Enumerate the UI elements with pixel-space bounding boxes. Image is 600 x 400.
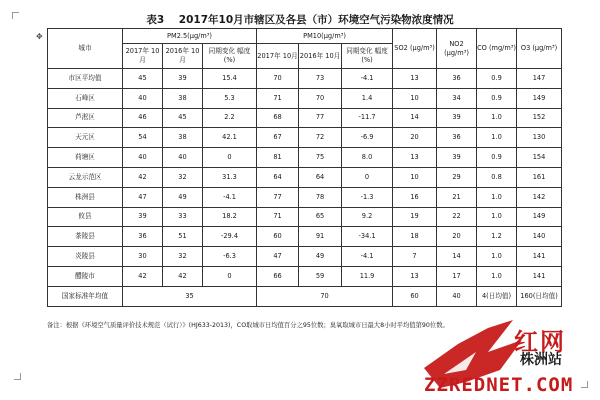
cell-pm10-2017: 47: [257, 247, 299, 267]
table-title: 表3 2017年10月市辖区及各县（市）环境空气污染物浓度情况: [146, 14, 454, 26]
cell-pm10-2016: 49: [299, 247, 342, 267]
cell-city: 炎陵县: [48, 247, 123, 267]
cell-city: 芦淞区: [48, 108, 123, 128]
table-row: [48, 148, 562, 168]
cell-city: 株洲县: [48, 187, 123, 207]
cell-pm10-2017: 60: [257, 227, 299, 247]
table-body: [48, 69, 562, 307]
cell-pm10-2016: 64: [299, 167, 342, 187]
cell-o3: 130: [517, 128, 562, 148]
cell-so2: 13: [393, 148, 437, 168]
standard-o3: 160(日均值): [517, 286, 562, 306]
cell-o3: 152: [517, 108, 562, 128]
table-row: [48, 247, 562, 267]
cell-o3: 147: [517, 69, 562, 89]
table-note: 备注：根据《环境空气质量评价技术规范（试行）》(HJ633-2013)，CO取城市日均值百分之95位数；臭氧取城市日最大8小时平均值第90位数。: [47, 322, 449, 329]
cell-pm10-change: 9.2: [342, 207, 393, 227]
cell-pm25-change: 18.2: [203, 207, 257, 227]
air-quality-table: [47, 28, 562, 307]
table-row: [48, 187, 562, 207]
cell-co: 1.0: [477, 187, 517, 207]
cell-pm25-2017: 47: [123, 187, 163, 207]
cell-no2: 39: [437, 148, 477, 168]
cell-pm25-2016: 38: [163, 128, 203, 148]
watermark-domain: ZZREDNET.COM: [424, 374, 574, 396]
cell-pm25-2017: 39: [123, 207, 163, 227]
cell-pm25-2016: 42: [163, 266, 203, 286]
cell-pm25-change: 2.2: [203, 108, 257, 128]
cell-no2: 36: [437, 128, 477, 148]
cell-pm25-2016: 38: [163, 88, 203, 108]
header-pm25-2016: 2016年 10月: [163, 44, 203, 69]
cell-co: 1.0: [477, 108, 517, 128]
cell-so2: 18: [393, 227, 437, 247]
cell-o3: 161: [517, 167, 562, 187]
cell-co: 0.9: [477, 88, 517, 108]
cell-pm25-change: 15.4: [203, 69, 257, 89]
cell-city: 云龙示范区: [48, 167, 123, 187]
cell-pm10-change: -6.9: [342, 128, 393, 148]
header-pm25-2017: 2017年 10月: [123, 44, 163, 69]
cell-o3: 142: [517, 187, 562, 207]
cell-pm25-2017: 42: [123, 167, 163, 187]
cell-pm10-2017: 77: [257, 187, 299, 207]
cell-pm10-2016: 91: [299, 227, 342, 247]
cell-pm25-2017: 30: [123, 247, 163, 267]
cell-city: 石峰区: [48, 88, 123, 108]
standard-pm25: 35: [123, 286, 257, 306]
cell-city: 市区平均值: [48, 69, 123, 89]
cell-pm25-2017: 45: [123, 69, 163, 89]
cell-pm25-2016: 32: [163, 247, 203, 267]
cell-pm10-change: 11.9: [342, 266, 393, 286]
header-pm10: PM10(μg/m³): [257, 29, 393, 44]
table-row: [48, 69, 562, 89]
header-no2: NO2 (μg/m³): [437, 29, 477, 69]
cell-pm10-2016: 65: [299, 207, 342, 227]
cell-so2: 7: [393, 247, 437, 267]
cell-city: 荷塘区: [48, 148, 123, 168]
cell-so2: 19: [393, 207, 437, 227]
cell-city: 天元区: [48, 128, 123, 148]
cell-so2: 16: [393, 187, 437, 207]
header-pm10-change: 同期变化 幅度(%): [342, 44, 393, 69]
cell-pm10-2016: 73: [299, 69, 342, 89]
table-row: [48, 207, 562, 227]
cell-pm25-2017: 46: [123, 108, 163, 128]
standard-label: 国家标准年均值: [48, 286, 123, 306]
cell-pm25-2016: 32: [163, 167, 203, 187]
cell-co: 0.9: [477, 69, 517, 89]
cell-pm25-change: 31.3: [203, 167, 257, 187]
table-row: [48, 167, 562, 187]
cell-so2: 13: [393, 266, 437, 286]
watermark-site: 株洲站: [520, 352, 562, 368]
cell-pm10-2016: 70: [299, 88, 342, 108]
cell-no2: 21: [437, 187, 477, 207]
cell-pm10-change: -4.1: [342, 247, 393, 267]
cell-pm10-2017: 71: [257, 207, 299, 227]
table-row: [48, 266, 562, 286]
standard-co: 4(日均值): [477, 286, 517, 306]
cell-no2: 39: [437, 108, 477, 128]
cell-o3: 149: [517, 88, 562, 108]
cell-pm10-2016: 59: [299, 266, 342, 286]
cell-pm25-2017: 42: [123, 266, 163, 286]
cell-pm25-2017: 40: [123, 148, 163, 168]
cell-pm25-change: 42.1: [203, 128, 257, 148]
cell-pm10-2016: 77: [299, 108, 342, 128]
header-city: 城市: [48, 29, 123, 69]
cell-pm10-2017: 70: [257, 69, 299, 89]
cell-no2: 29: [437, 167, 477, 187]
table-move-handle-icon[interactable]: ✥: [36, 32, 43, 41]
header-pm25-change: 同期变化 幅度(%): [203, 44, 257, 69]
cell-pm25-2016: 39: [163, 69, 203, 89]
cell-pm10-2016: 78: [299, 187, 342, 207]
cell-co: 1.0: [477, 266, 517, 286]
header-pm10-2016: 2016年 10月: [299, 44, 342, 69]
cell-no2: 17: [437, 266, 477, 286]
cell-pm10-change: 1.4: [342, 88, 393, 108]
watermark-logo-text: 红网: [514, 328, 566, 356]
watermark: [418, 318, 600, 400]
cell-pm10-2017: 81: [257, 148, 299, 168]
cell-pm25-2016: 49: [163, 187, 203, 207]
header-co: CO (mg/m³): [477, 29, 517, 69]
cell-pm25-2017: 40: [123, 88, 163, 108]
cell-o3: 141: [517, 266, 562, 286]
cell-pm10-2017: 66: [257, 266, 299, 286]
cell-o3: 154: [517, 148, 562, 168]
table-row: [48, 128, 562, 148]
cell-o3: 141: [517, 247, 562, 267]
cell-o3: 149: [517, 207, 562, 227]
cell-pm10-2017: 67: [257, 128, 299, 148]
cell-no2: 36: [437, 69, 477, 89]
header-o3: O3 (μg/m³): [517, 29, 562, 69]
cell-so2: 20: [393, 128, 437, 148]
cell-no2: 14: [437, 247, 477, 267]
table-row: [48, 108, 562, 128]
cell-pm10-change: -4.1: [342, 69, 393, 89]
cell-co: 1.0: [477, 247, 517, 267]
cell-pm25-change: -4.1: [203, 187, 257, 207]
cell-pm25-change: 0: [203, 148, 257, 168]
cell-pm10-2017: 68: [257, 108, 299, 128]
cell-city: 攸县: [48, 207, 123, 227]
header-pm25: PM2.5(μg/m³): [123, 29, 257, 44]
cell-so2: 13: [393, 69, 437, 89]
cell-pm25-change: 5.3: [203, 88, 257, 108]
cell-pm10-2016: 75: [299, 148, 342, 168]
cell-pm10-change: -1.3: [342, 187, 393, 207]
cell-so2: 10: [393, 167, 437, 187]
header-pm10-2017: 2017年 10月: [257, 44, 299, 69]
cell-so2: 14: [393, 108, 437, 128]
cell-no2: 22: [437, 207, 477, 227]
cell-pm10-2017: 71: [257, 88, 299, 108]
cell-co: 0.9: [477, 148, 517, 168]
cell-pm25-2017: 54: [123, 128, 163, 148]
standard-pm10: 70: [257, 286, 393, 306]
standard-so2: 60: [393, 286, 437, 306]
cell-pm10-change: -11.7: [342, 108, 393, 128]
cell-pm25-change: 0: [203, 266, 257, 286]
table-row: [48, 227, 562, 247]
cell-co: 0.8: [477, 167, 517, 187]
cell-pm25-2016: 33: [163, 207, 203, 227]
cell-pm10-2017: 64: [257, 167, 299, 187]
cell-pm25-change: -6.3: [203, 247, 257, 267]
cell-pm10-change: 8.0: [342, 148, 393, 168]
cell-pm25-2016: 45: [163, 108, 203, 128]
cell-city: 醴陵市: [48, 266, 123, 286]
cell-city: 茶陵县: [48, 227, 123, 247]
header-so2: SO2 (μg/m³): [393, 29, 437, 69]
standard-no2: 40: [437, 286, 477, 306]
cell-o3: 140: [517, 227, 562, 247]
cell-pm25-change: -29.4: [203, 227, 257, 247]
table-row: [48, 88, 562, 108]
cell-pm10-2016: 72: [299, 128, 342, 148]
cell-pm25-2017: 36: [123, 227, 163, 247]
cell-pm10-change: 0: [342, 167, 393, 187]
cell-pm25-2016: 40: [163, 148, 203, 168]
crop-mark-bottom-left: [14, 373, 21, 380]
cell-no2: 20: [437, 227, 477, 247]
cell-co: 1.0: [477, 207, 517, 227]
table-row-standard: [48, 286, 562, 306]
cell-co: 1.0: [477, 128, 517, 148]
cell-so2: 10: [393, 88, 437, 108]
cell-co: 1.2: [477, 227, 517, 247]
cell-pm25-2016: 51: [163, 227, 203, 247]
cell-no2: 34: [437, 88, 477, 108]
cell-pm10-change: -34.1: [342, 227, 393, 247]
